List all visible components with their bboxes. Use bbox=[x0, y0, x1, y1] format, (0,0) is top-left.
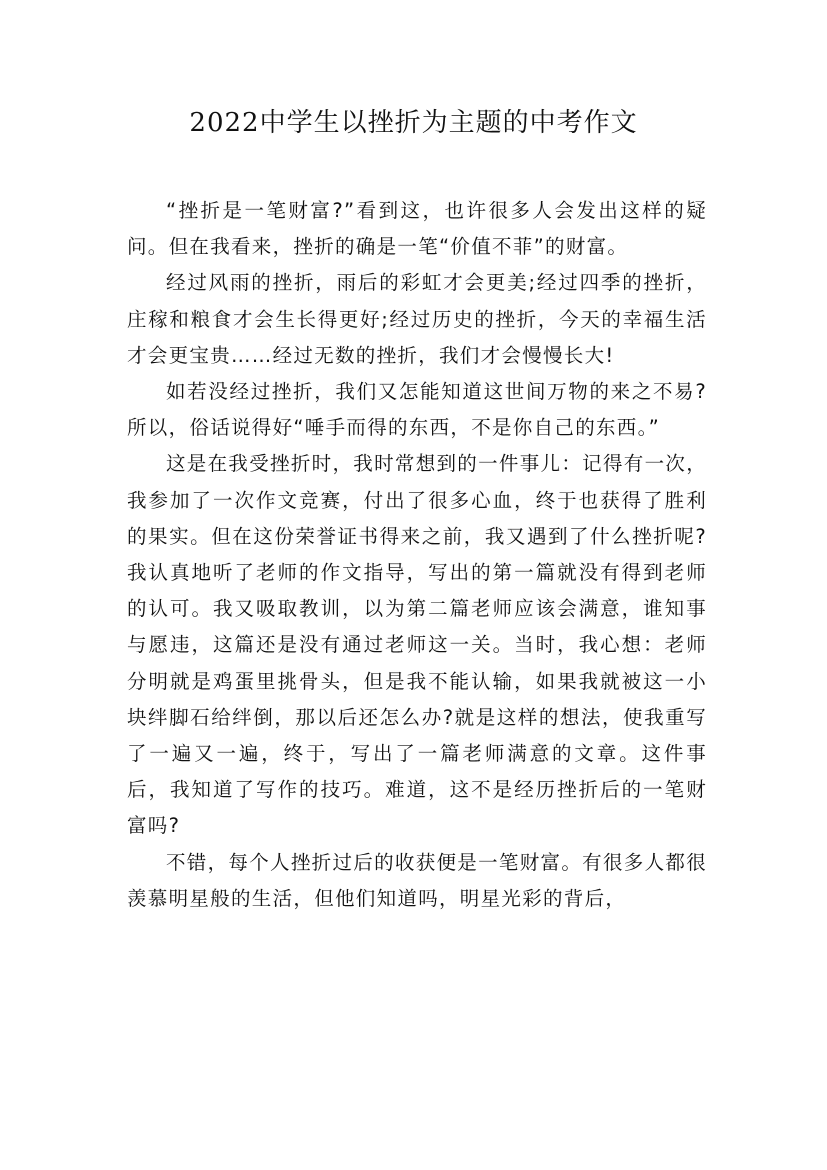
paragraph-2: 经过风雨的挫折，雨后的彩虹才会更美;经过四季的挫折，庄稼和粮食才会生长得更好;经过历史的挫折，今天的幸福生活才会更宝贵……经过无数的挫折，我们才会慢慢长大! bbox=[127, 271, 707, 367]
paragraph-3: 如若没经过挫折，我们又怎能知道这世间万物的来之不易?所以，俗话说得好“唾手而得的东西，不是你自己的东西。” bbox=[127, 380, 707, 440]
document-title: 2022中学生以挫折为主题的中考作文 bbox=[189, 108, 638, 138]
document-body bbox=[127, 193, 707, 917]
paragraph-4: 这是在我受挫折时，我时常想到的一件事儿：记得有一次，我参加了一次作文竞赛，付出了很多心血，终于也获得了胜利的果实。但在这份荣誉证书得来之前，我又遇到了什么挫折呢?我认真地听了老师的作文指导，写出的第一篇就没有得到老师的认可。我又吸取教训，以为第二篇老师应该会满意，谁知事与愿违，这篇还是没有通过老师这一关。当时，我心想：老师分明就是鸡蛋里挑骨头，但是我不能认输，如果我就被这一小块绊脚石给绊倒，那以后还怎么办?就是这样的想法，使我重写了一遍又一遍，终于，写出了一篇老师满意的文章。这件事后，我知道了写作的技巧。难道，这不是经历挫折后的一笔财富吗? bbox=[127, 452, 707, 838]
paragraph-5: 不错，每个人挫折过后的收获便是一笔财富。有很多人都很羡慕明星般的生活，但他们知道吗，明星光彩的背后， bbox=[127, 850, 707, 910]
paragraph-1: “挫折是一笔财富?”看到这，也许很多人会发出这样的疑问。但在我看来，挫折的确是一笔“价值不菲”的财富。 bbox=[127, 199, 707, 259]
